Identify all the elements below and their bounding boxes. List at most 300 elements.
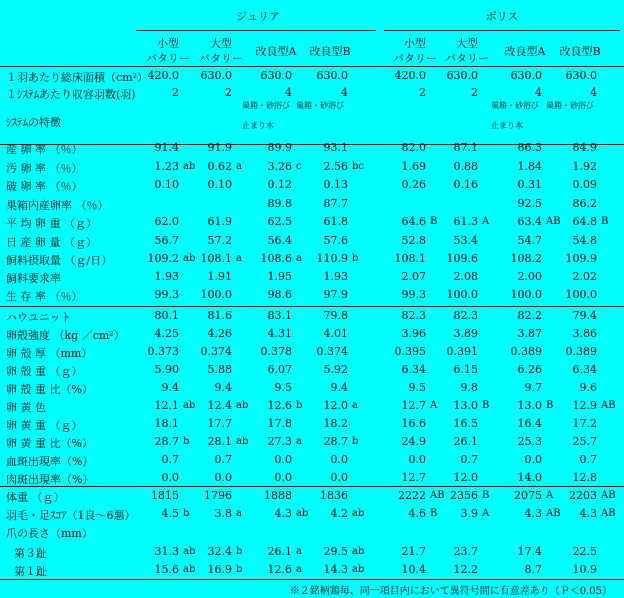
column-header-line2: バタリー bbox=[199, 52, 243, 65]
group-header-boris: ボリス bbox=[485, 10, 519, 23]
cell-value: 4.5 bbox=[161, 507, 179, 520]
cell-value: 2222 bbox=[398, 489, 426, 502]
cell-value: 15.6 bbox=[154, 563, 179, 576]
column-header bbox=[495, 44, 555, 59]
column-header bbox=[385, 36, 445, 66]
cell-value: 630.0 bbox=[446, 69, 478, 82]
cell-value: 2 bbox=[471, 86, 478, 99]
cell-value: 12.8 bbox=[572, 471, 597, 484]
cell-value: 17.8 bbox=[267, 417, 292, 430]
row-label: 生 存 率 （％） bbox=[6, 290, 83, 303]
cell-value: 630.0 bbox=[565, 69, 597, 82]
cell-value: 1.93 bbox=[154, 270, 179, 283]
cell-value: 0.0 bbox=[161, 471, 179, 484]
cell-value: 2.56 bbox=[323, 160, 348, 173]
cell-value: 25.3 bbox=[517, 435, 542, 448]
cell-value: 420.0 bbox=[394, 69, 426, 82]
cell-value: 5.90 bbox=[154, 363, 179, 376]
cell-value: 53.4 bbox=[453, 234, 478, 247]
cell-value: 0.10 bbox=[154, 178, 179, 191]
cell-value: 100.0 bbox=[446, 288, 478, 301]
significance-letter: B bbox=[430, 508, 438, 519]
cell-value: 3.96 bbox=[401, 327, 426, 340]
column-header-line1: 改良型A bbox=[255, 45, 297, 58]
row-label: 卵殻強度 （kg ／cm²） bbox=[6, 329, 125, 342]
row-label: 産 卵 率 （％） bbox=[6, 143, 83, 156]
cell-value: 3.87 bbox=[517, 327, 542, 340]
cell-value: 6.15 bbox=[453, 363, 478, 376]
cell-value: 99.3 bbox=[154, 288, 179, 301]
cell-value: 0.26 bbox=[401, 178, 426, 191]
cell-value: 2.00 bbox=[517, 270, 542, 283]
cell-value: 6.34 bbox=[401, 363, 426, 376]
cell-value: 17.2 bbox=[572, 417, 597, 430]
row-label: 巣箱内産卵率 （％） bbox=[6, 199, 109, 212]
significance-letter: AB bbox=[601, 508, 616, 519]
cell-value: 64.6 bbox=[401, 215, 426, 228]
cell-value: 0.378 bbox=[260, 345, 292, 358]
column-header bbox=[550, 44, 610, 59]
cell-value: 1.69 bbox=[401, 160, 426, 173]
significance-letter: ab bbox=[236, 400, 249, 411]
cell-value: 4.6 bbox=[408, 507, 426, 520]
significance-letter: A bbox=[430, 400, 438, 411]
cell-value: 1796 bbox=[204, 489, 232, 502]
column-header bbox=[437, 36, 497, 66]
cell-value: 0.0 bbox=[274, 453, 292, 466]
cell-value: 81.6 bbox=[207, 309, 232, 322]
cell-value: 52.8 bbox=[401, 234, 426, 247]
row-label: 飼料摂取量 （ｇ/日） bbox=[6, 254, 113, 267]
cell-value: 1.92 bbox=[572, 160, 597, 173]
significance-letter: b bbox=[236, 564, 243, 575]
significance-letter: ab bbox=[296, 508, 309, 519]
significance-letter: b bbox=[236, 546, 243, 557]
row-label: 汚 卵 率 （％） bbox=[6, 162, 83, 175]
cell-value: 2 bbox=[225, 86, 232, 99]
column-header-line1: 改良型B bbox=[309, 45, 351, 58]
row-label: 卵 殻 厚 （mm） bbox=[6, 347, 93, 360]
row-label: 平 均 卵 重 （ｇ） bbox=[6, 217, 97, 230]
cell-value: 100.0 bbox=[510, 288, 542, 301]
cell-value: 420.0 bbox=[147, 69, 179, 82]
significance-letter: A bbox=[482, 508, 490, 519]
cell-value: 29.5 bbox=[323, 545, 348, 558]
cell-value: 26.1 bbox=[267, 545, 292, 558]
feature-note: 巣箱・砂浴び bbox=[296, 101, 344, 110]
cell-value: 9.4 bbox=[161, 381, 179, 394]
cell-value: 0.0 bbox=[274, 471, 292, 484]
significance-letter: ab bbox=[352, 546, 365, 557]
significance-letter: B bbox=[546, 400, 554, 411]
group-underline bbox=[136, 30, 376, 31]
row-label: 第３趾 bbox=[14, 547, 47, 560]
cell-value: 3.89 bbox=[453, 327, 478, 340]
cell-value: 6.34 bbox=[572, 363, 597, 376]
column-header bbox=[300, 44, 360, 59]
significance-letter: AB bbox=[601, 490, 616, 501]
significance-letter: ab bbox=[183, 564, 196, 575]
cell-value: 54.8 bbox=[572, 234, 597, 247]
cell-value: 23.7 bbox=[453, 545, 478, 558]
cell-value: 2 bbox=[172, 86, 179, 99]
cell-value: 16.6 bbox=[401, 417, 426, 430]
cell-value: 100.0 bbox=[200, 288, 232, 301]
section-rule bbox=[0, 486, 624, 487]
significance-letter: ab bbox=[236, 436, 249, 447]
cell-value: 9.4 bbox=[214, 381, 232, 394]
cell-value: 4.3 bbox=[579, 507, 597, 520]
cell-value: 0.0 bbox=[330, 453, 348, 466]
cell-value: 91.4 bbox=[154, 141, 179, 154]
cell-value: 9.7 bbox=[524, 381, 542, 394]
cell-value: 3.86 bbox=[572, 327, 597, 340]
significance-letter: a bbox=[236, 508, 242, 519]
significance-letter: a bbox=[296, 253, 302, 264]
cell-value: 24.9 bbox=[401, 435, 426, 448]
cell-value: 32.4 bbox=[207, 545, 232, 558]
cell-value: 82.2 bbox=[517, 309, 542, 322]
significance-letter: AB bbox=[601, 400, 616, 411]
cell-value: 25.7 bbox=[572, 435, 597, 448]
cell-value: 0.7 bbox=[161, 453, 179, 466]
significance-letter: a bbox=[296, 564, 302, 575]
cell-value: 89.8 bbox=[267, 197, 292, 210]
cell-value: 1815 bbox=[151, 489, 179, 502]
cell-value: 62.0 bbox=[154, 215, 179, 228]
cell-value: 12.6 bbox=[267, 399, 292, 412]
feature-note: 巣箱・砂浴び bbox=[491, 101, 539, 110]
significance-letter: ab bbox=[183, 161, 196, 172]
cell-value: 4.3 bbox=[524, 507, 542, 520]
cell-value: 12.2 bbox=[453, 563, 478, 576]
cell-value: 108.1 bbox=[394, 252, 426, 265]
row-label: ｼｽﾃﾑの特徴 bbox=[6, 116, 61, 129]
significance-letter: A bbox=[482, 216, 490, 227]
cell-value: 4 bbox=[285, 86, 292, 99]
cell-value: 2075 bbox=[514, 489, 542, 502]
cell-value: 14.3 bbox=[323, 563, 348, 576]
significance-letter: b bbox=[352, 436, 359, 447]
row-label: 卵 殻 重 （ｇ） bbox=[6, 365, 83, 378]
column-header-line1: 改良型A bbox=[504, 45, 546, 58]
row-label: 羽毛・足ｽｺｱ（1良～6悪） bbox=[6, 509, 136, 522]
cell-value: 0.10 bbox=[207, 178, 232, 191]
row-label: 卵 黄 色 bbox=[6, 401, 46, 414]
cell-value: 57.2 bbox=[207, 234, 232, 247]
feature-note: 巣箱・砂浴び bbox=[546, 101, 594, 110]
significance-letter: b bbox=[183, 436, 190, 447]
row-label: 卵 殻 重 比（%） bbox=[6, 383, 93, 396]
column-header bbox=[191, 36, 251, 66]
cell-value: 21.7 bbox=[401, 545, 426, 558]
cell-value: 12.9 bbox=[572, 399, 597, 412]
cell-value: 4 bbox=[341, 86, 348, 99]
cell-value: 0.88 bbox=[453, 160, 478, 173]
cell-value: 87.7 bbox=[323, 197, 348, 210]
feature-note: 止まり木 bbox=[491, 121, 523, 130]
column-header bbox=[246, 44, 306, 59]
significance-letter: bc bbox=[352, 161, 365, 172]
cell-value: 0.0 bbox=[330, 471, 348, 484]
cell-value: 0.0 bbox=[408, 453, 426, 466]
cell-value: 2.07 bbox=[401, 270, 426, 283]
cell-value: 84.9 bbox=[572, 141, 597, 154]
row-label: 第１趾 bbox=[14, 565, 47, 578]
cell-value: 12.4 bbox=[207, 399, 232, 412]
cell-value: 86.3 bbox=[517, 141, 542, 154]
cell-value: 18.2 bbox=[323, 417, 348, 430]
cell-value: 2356 bbox=[450, 489, 478, 502]
cell-value: 57.6 bbox=[323, 234, 348, 247]
cell-value: 108.6 bbox=[260, 252, 292, 265]
cell-value: 0.7 bbox=[579, 453, 597, 466]
significance-letter: AB bbox=[546, 508, 561, 519]
significance-letter: ab bbox=[183, 546, 196, 557]
cell-value: 110.9 bbox=[316, 252, 348, 265]
cell-value: 4.25 bbox=[154, 327, 179, 340]
cell-value: 1.91 bbox=[207, 270, 232, 283]
significance-letter: b bbox=[183, 508, 190, 519]
column-header-line1: 小型 bbox=[404, 37, 426, 50]
cell-value: 109.2 bbox=[147, 252, 179, 265]
row-label: 飼料要求率 bbox=[6, 272, 61, 285]
column-header-line1: 大型 bbox=[456, 37, 478, 50]
cell-value: 100.0 bbox=[565, 288, 597, 301]
column-header bbox=[138, 36, 198, 66]
feature-note: 止まり木 bbox=[242, 121, 274, 130]
cell-value: 91.9 bbox=[207, 141, 232, 154]
cell-value: 0.13 bbox=[323, 178, 348, 191]
significance-letter: B bbox=[601, 216, 609, 227]
cell-value: 0.12 bbox=[267, 178, 292, 191]
cell-value: 61.9 bbox=[207, 215, 232, 228]
cell-value: 2203 bbox=[569, 489, 597, 502]
row-label: 卵 黄 重 （ｇ） bbox=[6, 419, 83, 432]
cell-value: 98.6 bbox=[267, 288, 292, 301]
column-header-line1: 改良型B bbox=[559, 45, 601, 58]
cell-value: 0.374 bbox=[200, 345, 232, 358]
cell-value: 0.373 bbox=[147, 345, 179, 358]
row-label: 日 産 卵 量 （ｇ） bbox=[6, 236, 97, 249]
significance-letter: c bbox=[296, 161, 302, 172]
cell-value: 4.26 bbox=[207, 327, 232, 340]
cell-value: 13.0 bbox=[517, 399, 542, 412]
cell-value: 2.02 bbox=[572, 270, 597, 283]
cell-value: 0.7 bbox=[460, 453, 478, 466]
row-label: １羽あたり総床面積（cm²） bbox=[6, 71, 149, 84]
significance-letter: ab bbox=[352, 564, 365, 575]
cell-value: 10.9 bbox=[572, 563, 597, 576]
cell-value: 28.7 bbox=[154, 435, 179, 448]
cell-value: 12.0 bbox=[323, 399, 348, 412]
significance-letter: b bbox=[296, 400, 303, 411]
cell-value: 62.5 bbox=[267, 215, 292, 228]
cell-value: 26.1 bbox=[453, 435, 478, 448]
cell-value: 6.26 bbox=[517, 363, 542, 376]
group-header-julia: ジュリア bbox=[236, 10, 280, 23]
cell-value: 0.0 bbox=[524, 453, 542, 466]
cell-value: 61.3 bbox=[453, 215, 478, 228]
cell-value: 79.8 bbox=[323, 309, 348, 322]
cell-value: 92.5 bbox=[517, 197, 542, 210]
cell-value: 16.9 bbox=[207, 563, 232, 576]
cell-value: 0.389 bbox=[510, 345, 542, 358]
significance-letter: A bbox=[546, 490, 554, 501]
significance-letter: a bbox=[352, 400, 358, 411]
cell-value: 12.6 bbox=[267, 563, 292, 576]
cell-value: 4.01 bbox=[323, 327, 348, 340]
cell-value: 4.2 bbox=[330, 507, 348, 520]
significance-letter: B bbox=[482, 400, 490, 411]
cell-value: 14.0 bbox=[517, 471, 542, 484]
significance-letter: b bbox=[352, 253, 359, 264]
cell-value: 0.389 bbox=[565, 345, 597, 358]
cell-value: 17.4 bbox=[517, 545, 542, 558]
cell-value: 89.9 bbox=[267, 141, 292, 154]
cell-value: 4.3 bbox=[274, 507, 292, 520]
cell-value: 109.6 bbox=[446, 252, 478, 265]
cell-value: 9.6 bbox=[579, 381, 597, 394]
row-label: 破 卵 率 （％） bbox=[6, 180, 83, 193]
feature-note: 巣箱・砂浴び bbox=[242, 101, 290, 110]
cell-value: 13.0 bbox=[453, 399, 478, 412]
cell-value: 4.31 bbox=[267, 327, 292, 340]
cell-value: 18.1 bbox=[154, 417, 179, 430]
significance-letter: a bbox=[236, 161, 242, 172]
cell-value: 2 bbox=[419, 86, 426, 99]
cell-value: 63.4 bbox=[517, 215, 542, 228]
cell-value: 56.4 bbox=[267, 234, 292, 247]
group-underline bbox=[384, 30, 620, 31]
cell-value: 0.0 bbox=[214, 471, 232, 484]
significance-letter: a bbox=[296, 436, 302, 447]
cell-value: 12.1 bbox=[154, 399, 179, 412]
cell-value: 0.31 bbox=[517, 178, 542, 191]
cell-value: 1888 bbox=[264, 489, 292, 502]
cell-value: 17.7 bbox=[207, 417, 232, 430]
row-label: ハウユニット bbox=[6, 311, 72, 324]
significance-letter: ab bbox=[183, 253, 196, 264]
cell-value: 9.5 bbox=[274, 381, 292, 394]
cell-value: 97.9 bbox=[323, 288, 348, 301]
cell-value: 1.84 bbox=[517, 160, 542, 173]
cell-value: 108.1 bbox=[200, 252, 232, 265]
cell-value: 0.395 bbox=[394, 345, 426, 358]
row-label: 肉斑出現率（%） bbox=[6, 473, 94, 486]
cell-value: 16.4 bbox=[517, 417, 542, 430]
cell-value: 3.9 bbox=[460, 507, 478, 520]
cell-value: 1836 bbox=[320, 489, 348, 502]
significance-letter: a bbox=[296, 546, 302, 557]
cell-value: 0.16 bbox=[453, 178, 478, 191]
footnote: ※２銘柄鶏毎、同一項目内において異符号間に有意差あり（Ｐ＜0.05） bbox=[289, 586, 612, 597]
significance-letter: a bbox=[236, 253, 242, 264]
significance-letter: AB bbox=[430, 490, 445, 501]
cell-value: 1.23 bbox=[154, 160, 179, 173]
cell-value: 31.3 bbox=[154, 545, 179, 558]
cell-value: 86.2 bbox=[572, 197, 597, 210]
cell-value: 630.0 bbox=[200, 69, 232, 82]
section-rule bbox=[0, 306, 624, 307]
significance-letter: B bbox=[482, 490, 490, 501]
cell-value: 9.4 bbox=[330, 381, 348, 394]
cell-value: 630.0 bbox=[260, 69, 292, 82]
row-label: 爪の長さ（mm） bbox=[6, 527, 93, 540]
cell-value: 27.3 bbox=[267, 435, 292, 448]
cell-value: 108.2 bbox=[510, 252, 542, 265]
cell-value: 16.5 bbox=[453, 417, 478, 430]
header-rule bbox=[0, 66, 624, 67]
cell-value: 5.92 bbox=[323, 363, 348, 376]
significance-letter: ab bbox=[352, 508, 365, 519]
cell-value: 630.0 bbox=[316, 69, 348, 82]
cell-value: 93.1 bbox=[323, 141, 348, 154]
cell-value: 3.8 bbox=[214, 507, 232, 520]
cell-value: 109.9 bbox=[565, 252, 597, 265]
cell-value: 630.0 bbox=[510, 69, 542, 82]
cell-value: 82.3 bbox=[401, 309, 426, 322]
cell-value: 6.07 bbox=[267, 363, 292, 376]
cell-value: 0.7 bbox=[214, 453, 232, 466]
cell-value: 83.1 bbox=[267, 309, 292, 322]
cell-value: 12.0 bbox=[453, 471, 478, 484]
cell-value: 5.88 bbox=[207, 363, 232, 376]
cell-value: 87.1 bbox=[453, 141, 478, 154]
column-header-line2: バタリー bbox=[393, 52, 437, 65]
cell-value: 4 bbox=[535, 86, 542, 99]
cell-value: 0.62 bbox=[207, 160, 232, 173]
cell-value: 0.374 bbox=[316, 345, 348, 358]
cell-value: 64.8 bbox=[572, 215, 597, 228]
cell-value: 82.0 bbox=[401, 141, 426, 154]
cell-value: 12.7 bbox=[401, 471, 426, 484]
cell-value: 82.3 bbox=[453, 309, 478, 322]
cell-value: 99.3 bbox=[401, 288, 426, 301]
row-label: 卵 黄 重 比（%） bbox=[6, 437, 93, 450]
column-header-line1: 小型 bbox=[157, 37, 179, 50]
row-label: １ｼｽﾃﾑあたり収容羽数(羽) bbox=[6, 88, 136, 101]
cell-value: 3.26 bbox=[267, 160, 292, 173]
cell-value: 80.1 bbox=[154, 309, 179, 322]
bottom-rule bbox=[0, 579, 624, 580]
column-header-line2: バタリー bbox=[146, 52, 190, 65]
cell-value: 61.8 bbox=[323, 215, 348, 228]
significance-letter: ab bbox=[183, 400, 196, 411]
cell-value: 0.09 bbox=[572, 178, 597, 191]
row-label: 血斑出現率（%） bbox=[6, 455, 94, 468]
cell-value: 22.5 bbox=[572, 545, 597, 558]
cell-value: 1.95 bbox=[267, 270, 292, 283]
cell-value: 12.7 bbox=[401, 399, 426, 412]
cell-value: 10.4 bbox=[401, 563, 426, 576]
cell-value: 1.93 bbox=[323, 270, 348, 283]
cell-value: 0.391 bbox=[446, 345, 478, 358]
cell-value: 79.4 bbox=[572, 309, 597, 322]
cell-value: 4 bbox=[590, 86, 597, 99]
cell-value: 2.08 bbox=[453, 270, 478, 283]
column-header-line2: バタリー bbox=[445, 52, 489, 65]
significance-letter: B bbox=[430, 216, 438, 227]
cell-value: 9.5 bbox=[408, 381, 426, 394]
cell-value: 54.7 bbox=[517, 234, 542, 247]
cell-value: 9.8 bbox=[460, 381, 478, 394]
column-header-line1: 大型 bbox=[210, 37, 232, 50]
cell-value: 8.7 bbox=[524, 563, 542, 576]
cell-value: 56.7 bbox=[154, 234, 179, 247]
cell-value: 28.7 bbox=[323, 435, 348, 448]
significance-letter: AB bbox=[546, 216, 561, 227]
